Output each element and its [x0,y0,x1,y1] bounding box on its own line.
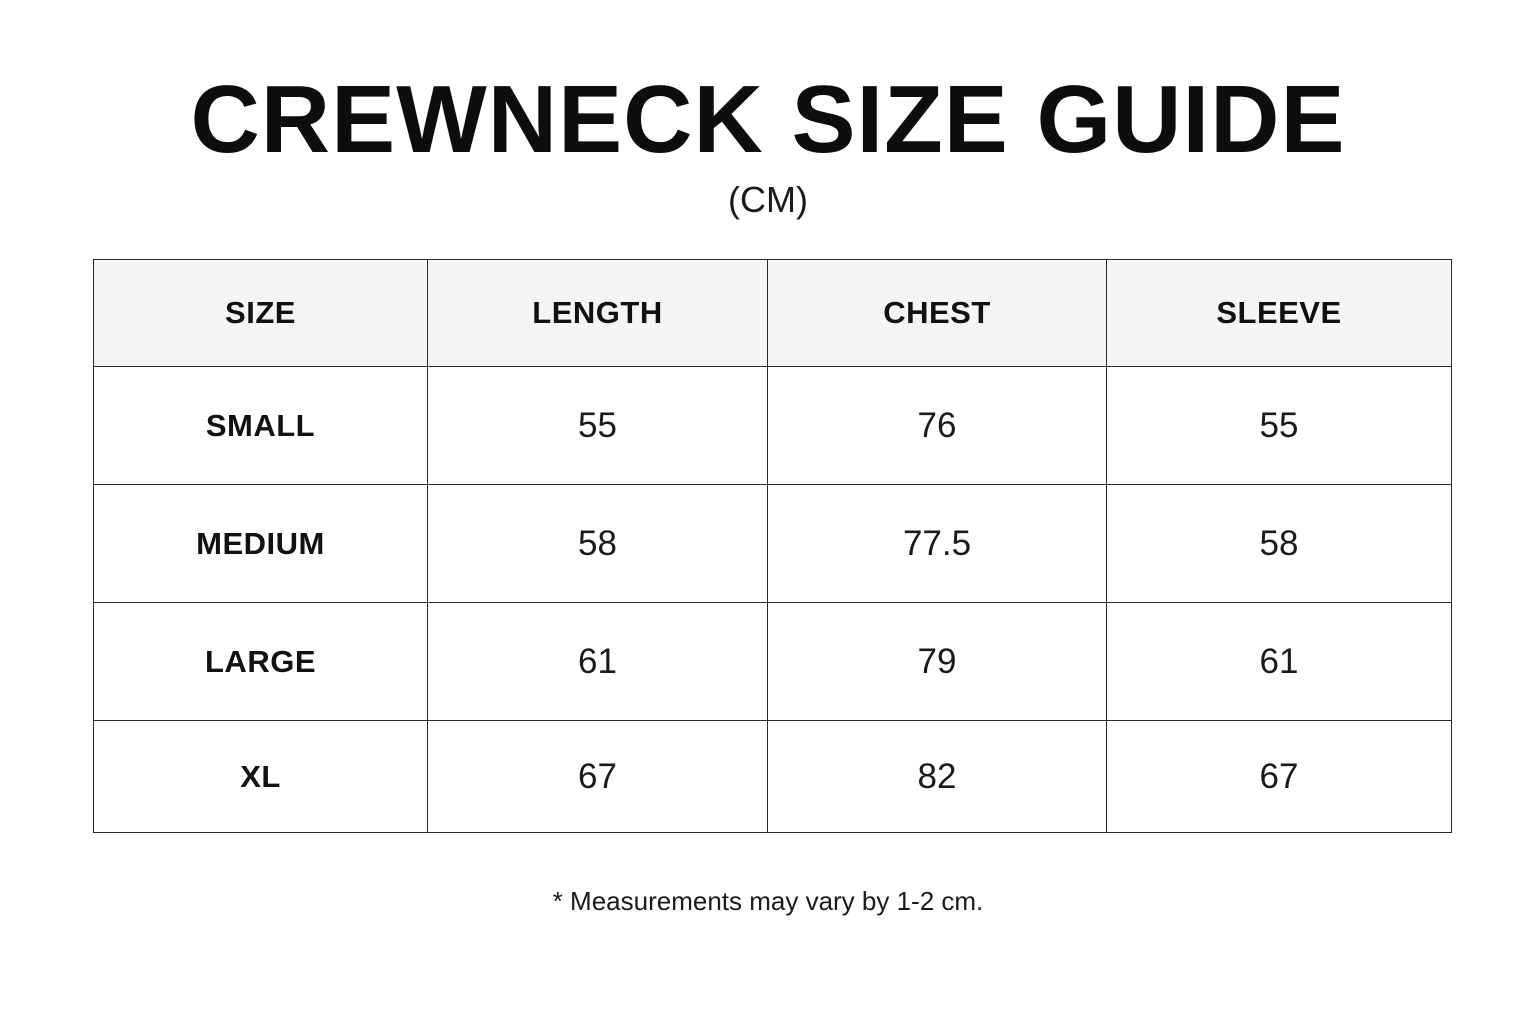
table-row [94,485,1452,603]
header-size: SIZE [94,260,428,367]
header-sleeve: SLEEVE [1107,260,1452,367]
footnote: * Measurements may vary by 1-2 cm. [552,886,984,916]
sleeve-cell: 55 [1107,367,1452,485]
chest-cell: 82 [768,721,1107,833]
size-cell: SMALL [94,367,428,485]
length-cell: 67 [428,721,768,833]
size-table [93,259,1452,833]
page-title: CREWNECK SIZE GUIDE [190,66,1346,173]
sleeve-cell: 58 [1107,485,1452,603]
chest-cell: 76 [768,367,1107,485]
table-row [94,721,1452,833]
length-cell: 58 [428,485,768,603]
size-cell: MEDIUM [94,485,428,603]
length-cell: 61 [428,603,768,721]
sleeve-cell: 67 [1107,721,1452,833]
table-header-row [94,260,1452,367]
chest-cell: 77.5 [768,485,1107,603]
length-cell: 55 [428,367,768,485]
header-length: LENGTH [428,260,768,367]
unit-subtitle: (CM) [728,179,808,220]
chest-cell: 79 [768,603,1107,721]
table-row [94,367,1452,485]
sleeve-cell: 61 [1107,603,1452,721]
header-chest: CHEST [768,260,1107,367]
size-cell: LARGE [94,603,428,721]
size-cell: XL [94,721,428,833]
table-row [94,603,1452,721]
